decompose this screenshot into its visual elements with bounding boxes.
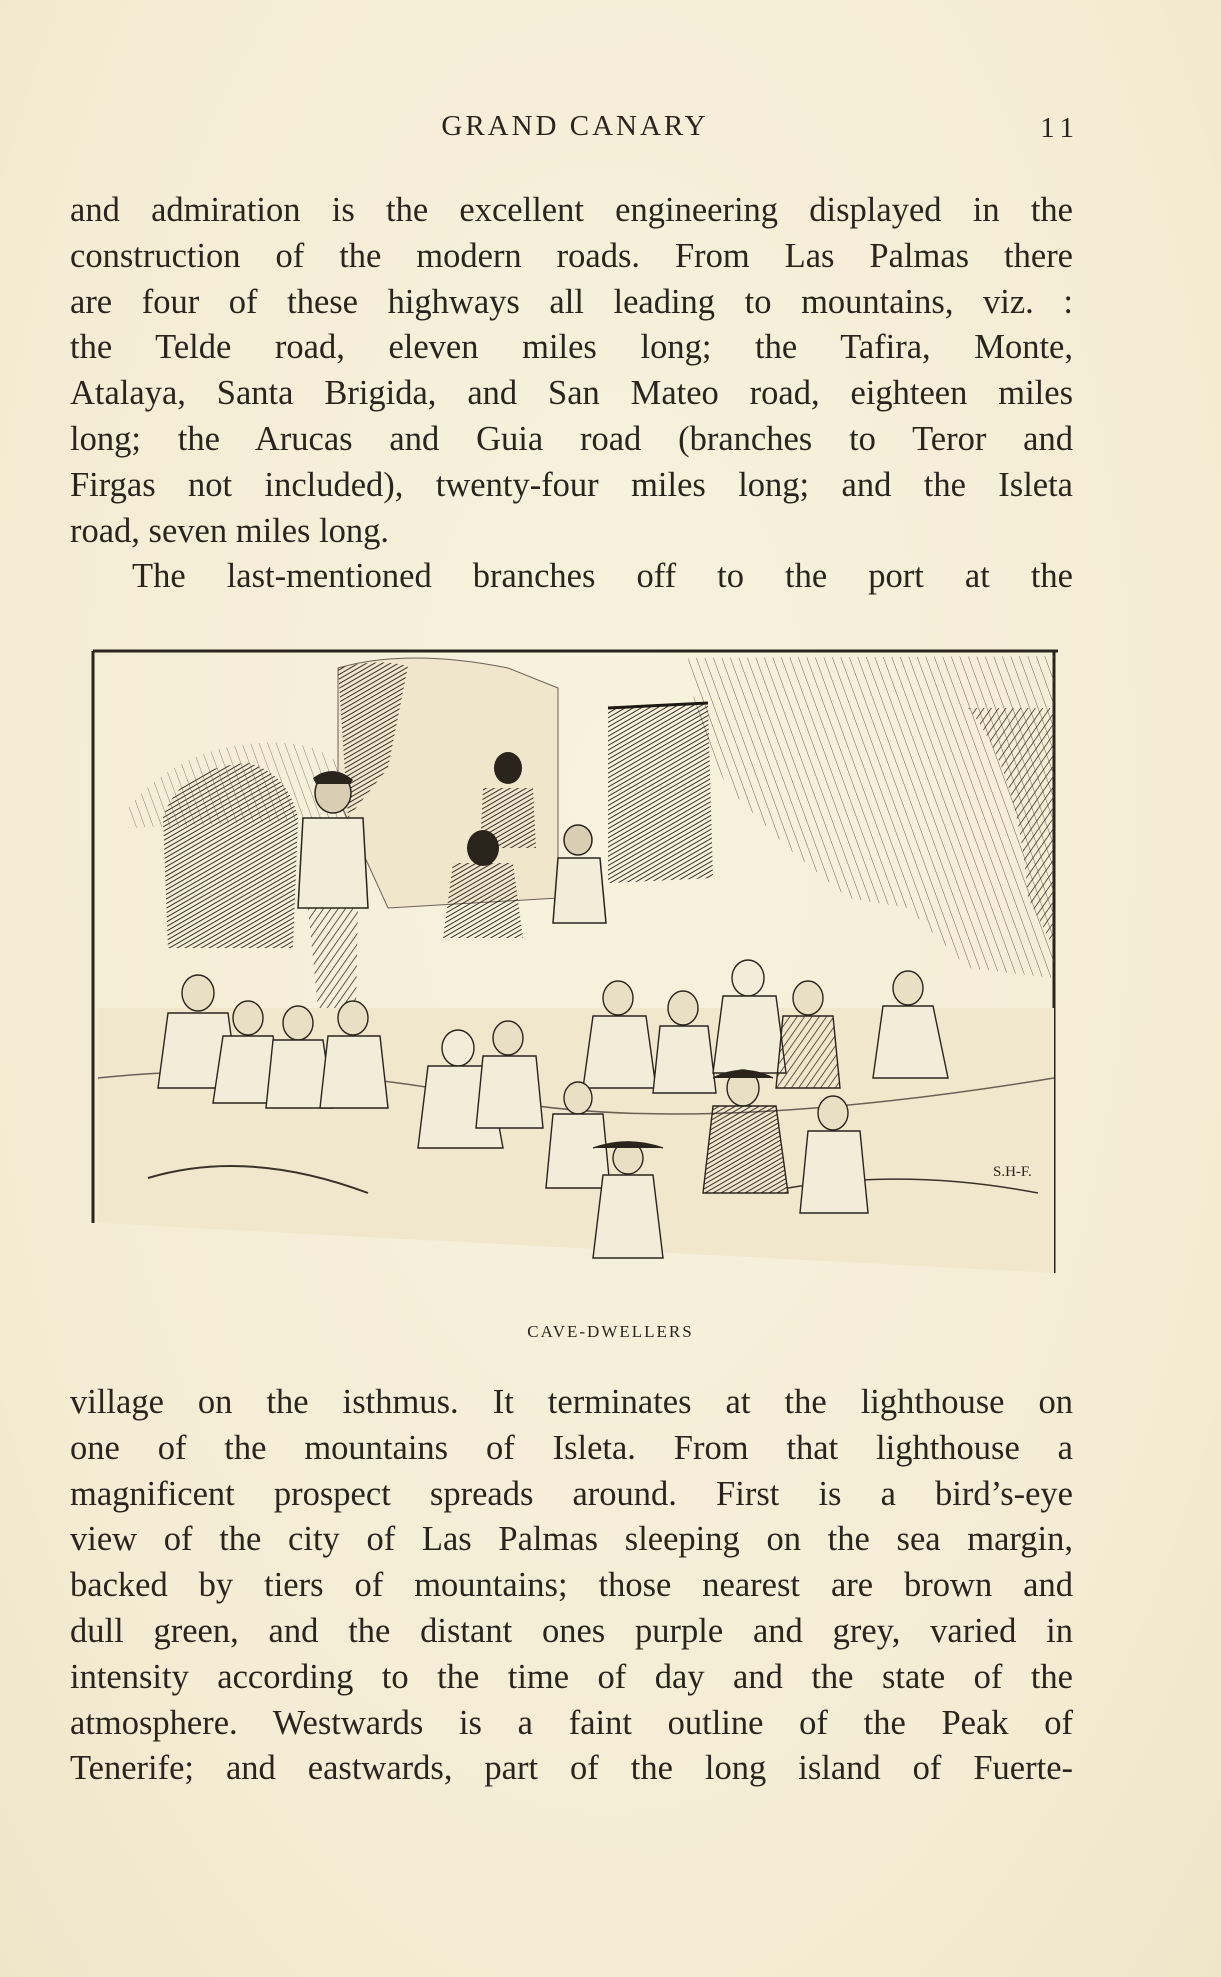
paragraph-1	[70, 188, 1073, 600]
text-line: and admiration is the excellent engineering displayed in the	[70, 191, 1073, 229]
text-line: long; the Arucas and Guia road (branches to Teror and	[70, 419, 1073, 458]
text-line: magnificent prospect spreads around. First is a bird’s-eye	[70, 1474, 1073, 1513]
text-line: view of the city of Las Palmas sleeping on the sea margin,	[70, 1520, 1073, 1559]
text-line: Tenerife; and eastwards, part of the long island of Fuerte-	[70, 1749, 1073, 1788]
figure-caption: CAVE-DWELLERS	[527, 1322, 694, 1341]
text-line: atmosphere. Westwards is a faint outline of the Peak of	[70, 1703, 1073, 1742]
text-line: Firgas not included), twenty-four miles long; and the Isleta	[70, 465, 1073, 504]
text-line: are four of these highways all leading to mountains, viz. :	[70, 282, 1073, 321]
text-line-indented: The last-mentioned branches off to the port at the	[132, 557, 1073, 596]
text-line: dull green, and the distant ones purple and grey, varied in	[70, 1611, 1073, 1650]
text-line: the Telde road, eleven miles long; the Tafira, Monte,	[70, 328, 1073, 367]
text-line: one of the mountains of Isleta. From that lighthouse a	[70, 1428, 1073, 1467]
text-line: intensity according to the time of day and the state of the	[70, 1657, 1073, 1696]
illustration-cave-dwellers	[88, 648, 1058, 1308]
paragraph-2	[70, 1380, 1073, 1792]
running-head: GRAND CANARY	[441, 110, 709, 142]
text-line: village on the isthmus. It terminates at the lighthouse on	[70, 1383, 1073, 1421]
page-number: 11	[1040, 112, 1080, 144]
text-line: Atalaya, Santa Brigida, and San Mateo road, eighteen miles	[70, 374, 1073, 413]
page-header	[70, 110, 1080, 150]
text-line: construction of the modern roads. From Las Palmas there	[70, 236, 1073, 275]
artist-signature: S.H-F.	[993, 1164, 1032, 1180]
text-line: backed by tiers of mountains; those nearest are brown and	[70, 1566, 1073, 1605]
text-line: road, seven miles long.	[70, 511, 390, 550]
